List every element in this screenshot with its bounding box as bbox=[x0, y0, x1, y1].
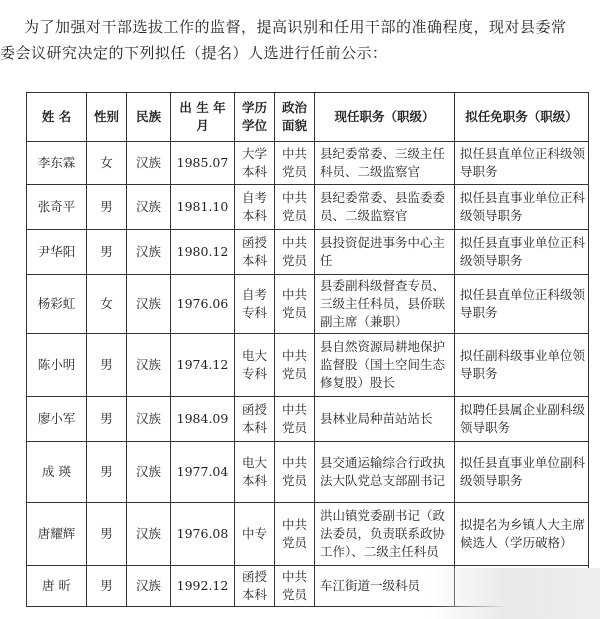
cell-proposed-post: 拟任副科级事业单位领导职务 bbox=[455, 334, 589, 397]
intro-text bbox=[0, 14, 600, 66]
cell-political: 中共党员 bbox=[275, 142, 315, 185]
cell-ethnicity: 汉族 bbox=[127, 275, 171, 334]
table-row bbox=[27, 230, 589, 275]
table-row bbox=[27, 503, 589, 566]
cell-current-post: 县纪委常委、三级主任科员、二级监察官 bbox=[315, 142, 455, 185]
cell-ethnicity: 汉族 bbox=[127, 503, 171, 566]
table-row bbox=[27, 334, 589, 397]
cell-gender: 女 bbox=[87, 275, 127, 334]
cell-current-post: 洪山镇党委副书记（政法委员，负责联系政协工作）、二级主任科员 bbox=[315, 503, 455, 566]
cell-name: 唐耀辉 bbox=[27, 503, 87, 566]
cell-political: 中共党员 bbox=[275, 442, 315, 503]
header-proposed-post: 拟任免职务（职级） bbox=[455, 93, 589, 142]
cell-proposed-post: 拟任县直事业单位正科级领导职务 bbox=[455, 230, 589, 275]
cell-ethnicity: 汉族 bbox=[127, 334, 171, 397]
header-ethnicity: 民族 bbox=[127, 93, 171, 142]
table-row bbox=[27, 442, 589, 503]
cell-political: 中共党员 bbox=[275, 275, 315, 334]
cell-proposed-post: 拟任县直事业单位副科级领导职务 bbox=[455, 442, 589, 503]
header-current-post: 现任职务（职级） bbox=[315, 93, 455, 142]
cell-gender: 男 bbox=[87, 566, 127, 607]
cell-gender: 男 bbox=[87, 442, 127, 503]
header-political: 政治 面貌 bbox=[275, 93, 315, 142]
cell-ethnicity: 汉族 bbox=[127, 230, 171, 275]
cell-political: 中共党员 bbox=[275, 397, 315, 442]
cell-proposed-post: 拟任县直事业单位正科级领导职务 bbox=[455, 185, 589, 230]
cell-birth: 1980.12 bbox=[171, 230, 235, 275]
intro-line-1: 为了加强对干部选拔工作的监督，提高识别和任用干部的准确程度，现对县委常 bbox=[24, 18, 567, 36]
header-name: 姓 名 bbox=[27, 93, 87, 142]
cell-current-post: 县交通运输综合行政执法大队党总支部副书记 bbox=[315, 442, 455, 503]
cell-current-post: 县自然资源局耕地保护监督股（国土空间生态修复股）股长 bbox=[315, 334, 455, 397]
cell-education: 自考本科 bbox=[235, 185, 275, 230]
cell-gender: 男 bbox=[87, 334, 127, 397]
cell-gender: 女 bbox=[87, 142, 127, 185]
table-row bbox=[27, 397, 589, 442]
cell-gender: 男 bbox=[87, 503, 127, 566]
cell-birth: 1981.10 bbox=[171, 185, 235, 230]
cell-current-post: 县林业局种苗站站长 bbox=[315, 397, 455, 442]
cell-education: 函授本科 bbox=[235, 230, 275, 275]
cell-ethnicity: 汉族 bbox=[127, 566, 171, 607]
table-row bbox=[27, 185, 589, 230]
cell-birth: 1976.08 bbox=[171, 503, 235, 566]
cell-birth: 1984.09 bbox=[171, 397, 235, 442]
cell-education: 大学本科 bbox=[235, 142, 275, 185]
cell-name: 杨彩虹 bbox=[27, 275, 87, 334]
cell-political: 中共党员 bbox=[275, 185, 315, 230]
cell-education: 函授本科 bbox=[235, 566, 275, 607]
cell-current-post: 县委副科级督查专员、三级主任科员，县侨联副主席（兼职） bbox=[315, 275, 455, 334]
cell-ethnicity: 汉族 bbox=[127, 185, 171, 230]
cell-ethnicity: 汉族 bbox=[127, 397, 171, 442]
cell-political: 中共党员 bbox=[275, 334, 315, 397]
cell-proposed-post: 拟任县直单位正科级领导职务 bbox=[455, 275, 589, 334]
cell-current-post: 车江街道一级科员 bbox=[315, 566, 455, 607]
table-header-row bbox=[27, 93, 589, 142]
cell-education: 函授本科 bbox=[235, 397, 275, 442]
header-birth: 出 生 年 月 bbox=[171, 93, 235, 142]
cell-name: 尹华阳 bbox=[27, 230, 87, 275]
publicity-table bbox=[26, 92, 588, 607]
cell-gender: 男 bbox=[87, 397, 127, 442]
cell-ethnicity: 汉族 bbox=[127, 442, 171, 503]
cell-political: 中共党员 bbox=[275, 566, 315, 607]
cell-current-post: 县投资促进事务中心主任 bbox=[315, 230, 455, 275]
header-education: 学历 学位 bbox=[235, 93, 275, 142]
cell-birth: 1977.04 bbox=[171, 442, 235, 503]
cell-birth: 1974.12 bbox=[171, 334, 235, 397]
watermark-fade bbox=[430, 568, 600, 619]
cell-proposed-post: 拟聘任县属企业副科级领导职务 bbox=[455, 397, 589, 442]
cell-political: 中共党员 bbox=[275, 503, 315, 566]
cell-name: 成 瑛 bbox=[27, 442, 87, 503]
cell-gender: 男 bbox=[87, 185, 127, 230]
cell-ethnicity: 汉族 bbox=[127, 142, 171, 185]
cell-education: 自考专科 bbox=[235, 275, 275, 334]
cell-proposed-post: 拟任县直单位正科级领导职务 bbox=[455, 142, 589, 185]
header-gender: 性别 bbox=[87, 93, 127, 142]
cell-birth: 1992.12 bbox=[171, 566, 235, 607]
intro-line-2: 委会议研究决定的下列拟任（提名）人选进行任前公示： bbox=[0, 44, 388, 62]
cell-name: 陈小明 bbox=[27, 334, 87, 397]
cell-name: 张奇平 bbox=[27, 185, 87, 230]
cell-education: 中专 bbox=[235, 503, 275, 566]
cell-name: 李东霖 bbox=[27, 142, 87, 185]
cell-gender: 男 bbox=[87, 230, 127, 275]
cell-education: 电大专科 bbox=[235, 334, 275, 397]
table-row bbox=[27, 142, 589, 185]
cell-birth: 1985.07 bbox=[171, 142, 235, 185]
cell-proposed-post: 拟提名为乡镇人大主席候选人（学历破格） bbox=[455, 503, 589, 566]
table-row bbox=[27, 275, 589, 334]
cell-education: 电大本科 bbox=[235, 442, 275, 503]
cell-name: 唐 昕 bbox=[27, 566, 87, 607]
cell-current-post: 县纪委常委、县监委委员、二级监察官 bbox=[315, 185, 455, 230]
cell-political: 中共党员 bbox=[275, 230, 315, 275]
cell-birth: 1976.06 bbox=[171, 275, 235, 334]
cell-name: 廖小军 bbox=[27, 397, 87, 442]
